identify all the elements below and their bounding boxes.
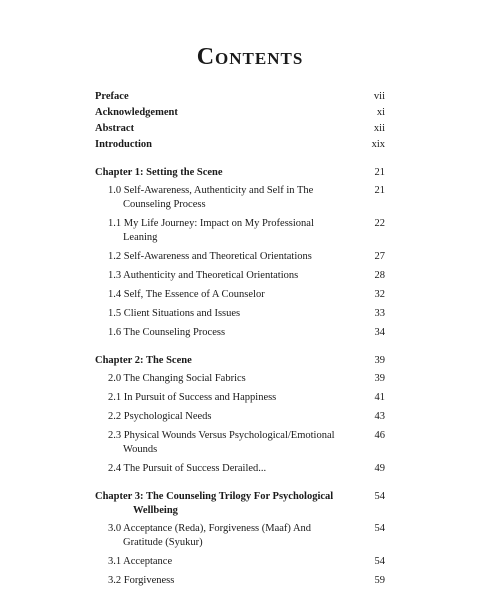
toc-entry-label: Acknowledgement — [95, 107, 178, 118]
toc-section-label: 2.0 The Changing Social Fabrics — [108, 373, 246, 384]
toc-chapter-page: 21 — [374, 167, 385, 178]
toc-section-entry — [95, 288, 385, 302]
toc-chapter-page: 54 — [374, 491, 385, 502]
toc-section-page: 33 — [374, 308, 385, 319]
toc-entry-label: Introduction — [95, 139, 152, 150]
toc-chapter-heading — [95, 490, 385, 518]
toc-chapter-heading — [95, 354, 385, 368]
toc-chapter-title: Chapter 3: The Counseling Trilogy For Psychological Wellbeing — [95, 491, 334, 516]
toc-section-label: 1.6 The Counseling Process — [108, 327, 226, 338]
toc-section-page: 32 — [374, 289, 385, 300]
toc-chapter-heading — [95, 166, 385, 180]
toc-section-entry — [95, 410, 385, 424]
toc-section-entry — [95, 391, 385, 405]
toc-section-entry — [95, 326, 385, 340]
toc-section-label: 1.1 My Life Journey: Impact on My Professional Leaning — [108, 218, 314, 243]
toc-section-page: 41 — [374, 392, 385, 403]
toc-section-label: 1.3 Authenticity and Theoretical Orientations — [108, 270, 299, 281]
toc-entry-page: vii — [373, 91, 385, 102]
toc-entry-front-matter — [95, 122, 385, 136]
page-title: Contents — [196, 44, 304, 70]
toc-chapter-title: Chapter 1: Setting the Scene — [95, 167, 223, 178]
toc-section-label: 3.1 Acceptance — [108, 556, 173, 567]
toc-section-entry — [95, 217, 385, 245]
toc-section-entry — [95, 250, 385, 264]
toc-section-page: 28 — [374, 270, 385, 281]
toc-entry-label: Abstract — [95, 123, 135, 134]
toc-section-label: 2.4 The Pursuit of Success Derailed... — [108, 463, 267, 474]
toc-section-page: 46 — [374, 430, 385, 441]
toc-section-label: 1.5 Client Situations and Issues — [108, 308, 241, 319]
toc-section-label: 1.0 Self-Awareness, Authenticity and Self in The Counseling Process — [108, 185, 314, 210]
toc-section-page: 22 — [374, 218, 385, 229]
toc-section-page: 34 — [374, 327, 385, 338]
toc-section-page: 21 — [374, 185, 385, 196]
toc-entry-page: xix — [371, 139, 385, 150]
toc-entry-page: xii — [373, 123, 385, 134]
toc-section-page: 39 — [374, 373, 385, 384]
toc-section-label: 3.0 Acceptance (Reda), Forgiveness (Maaf) And Gratitude (Syukur) — [108, 523, 312, 548]
toc-section-page: 49 — [374, 463, 385, 474]
toc-section-label: 1.2 Self-Awareness and Theoretical Orientations — [108, 251, 312, 262]
toc-entry-front-matter — [95, 90, 385, 104]
toc-section-entry — [95, 462, 385, 476]
toc-chapter-title: Chapter 2: The Scene — [95, 355, 192, 366]
toc-section-page: 54 — [374, 523, 385, 534]
toc-section-label: 2.1 In Pursuit of Success and Happiness — [108, 392, 277, 403]
toc-section-page: 27 — [374, 251, 385, 262]
table-of-contents — [95, 90, 385, 593]
toc-section-entry — [95, 574, 385, 588]
toc-entry-front-matter — [95, 138, 385, 152]
toc-section-entry — [95, 184, 385, 212]
toc-chapter-page: 39 — [374, 355, 385, 366]
toc-entry-page: xi — [376, 107, 385, 118]
toc-section-page: 54 — [374, 556, 385, 567]
toc-entry-label: Preface — [95, 91, 129, 102]
toc-section-entry — [95, 429, 385, 457]
toc-section-entry — [95, 269, 385, 283]
toc-section-entry — [95, 522, 385, 550]
toc-section-label: 1.4 Self, The Essence of A Counselor — [108, 289, 265, 300]
toc-section-label: 2.3 Physical Wounds Versus Psychological/Emotional Wounds — [108, 430, 335, 455]
toc-section-entry — [95, 372, 385, 386]
toc-section-entry — [95, 307, 385, 321]
toc-section-page: 59 — [374, 575, 385, 586]
toc-section-label: 2.2 Psychological Needs — [108, 411, 212, 422]
toc-entry-front-matter — [95, 106, 385, 120]
toc-section-page: 43 — [374, 411, 385, 422]
toc-section-label: 3.2 Forgiveness — [108, 575, 175, 586]
toc-section-entry — [95, 555, 385, 569]
